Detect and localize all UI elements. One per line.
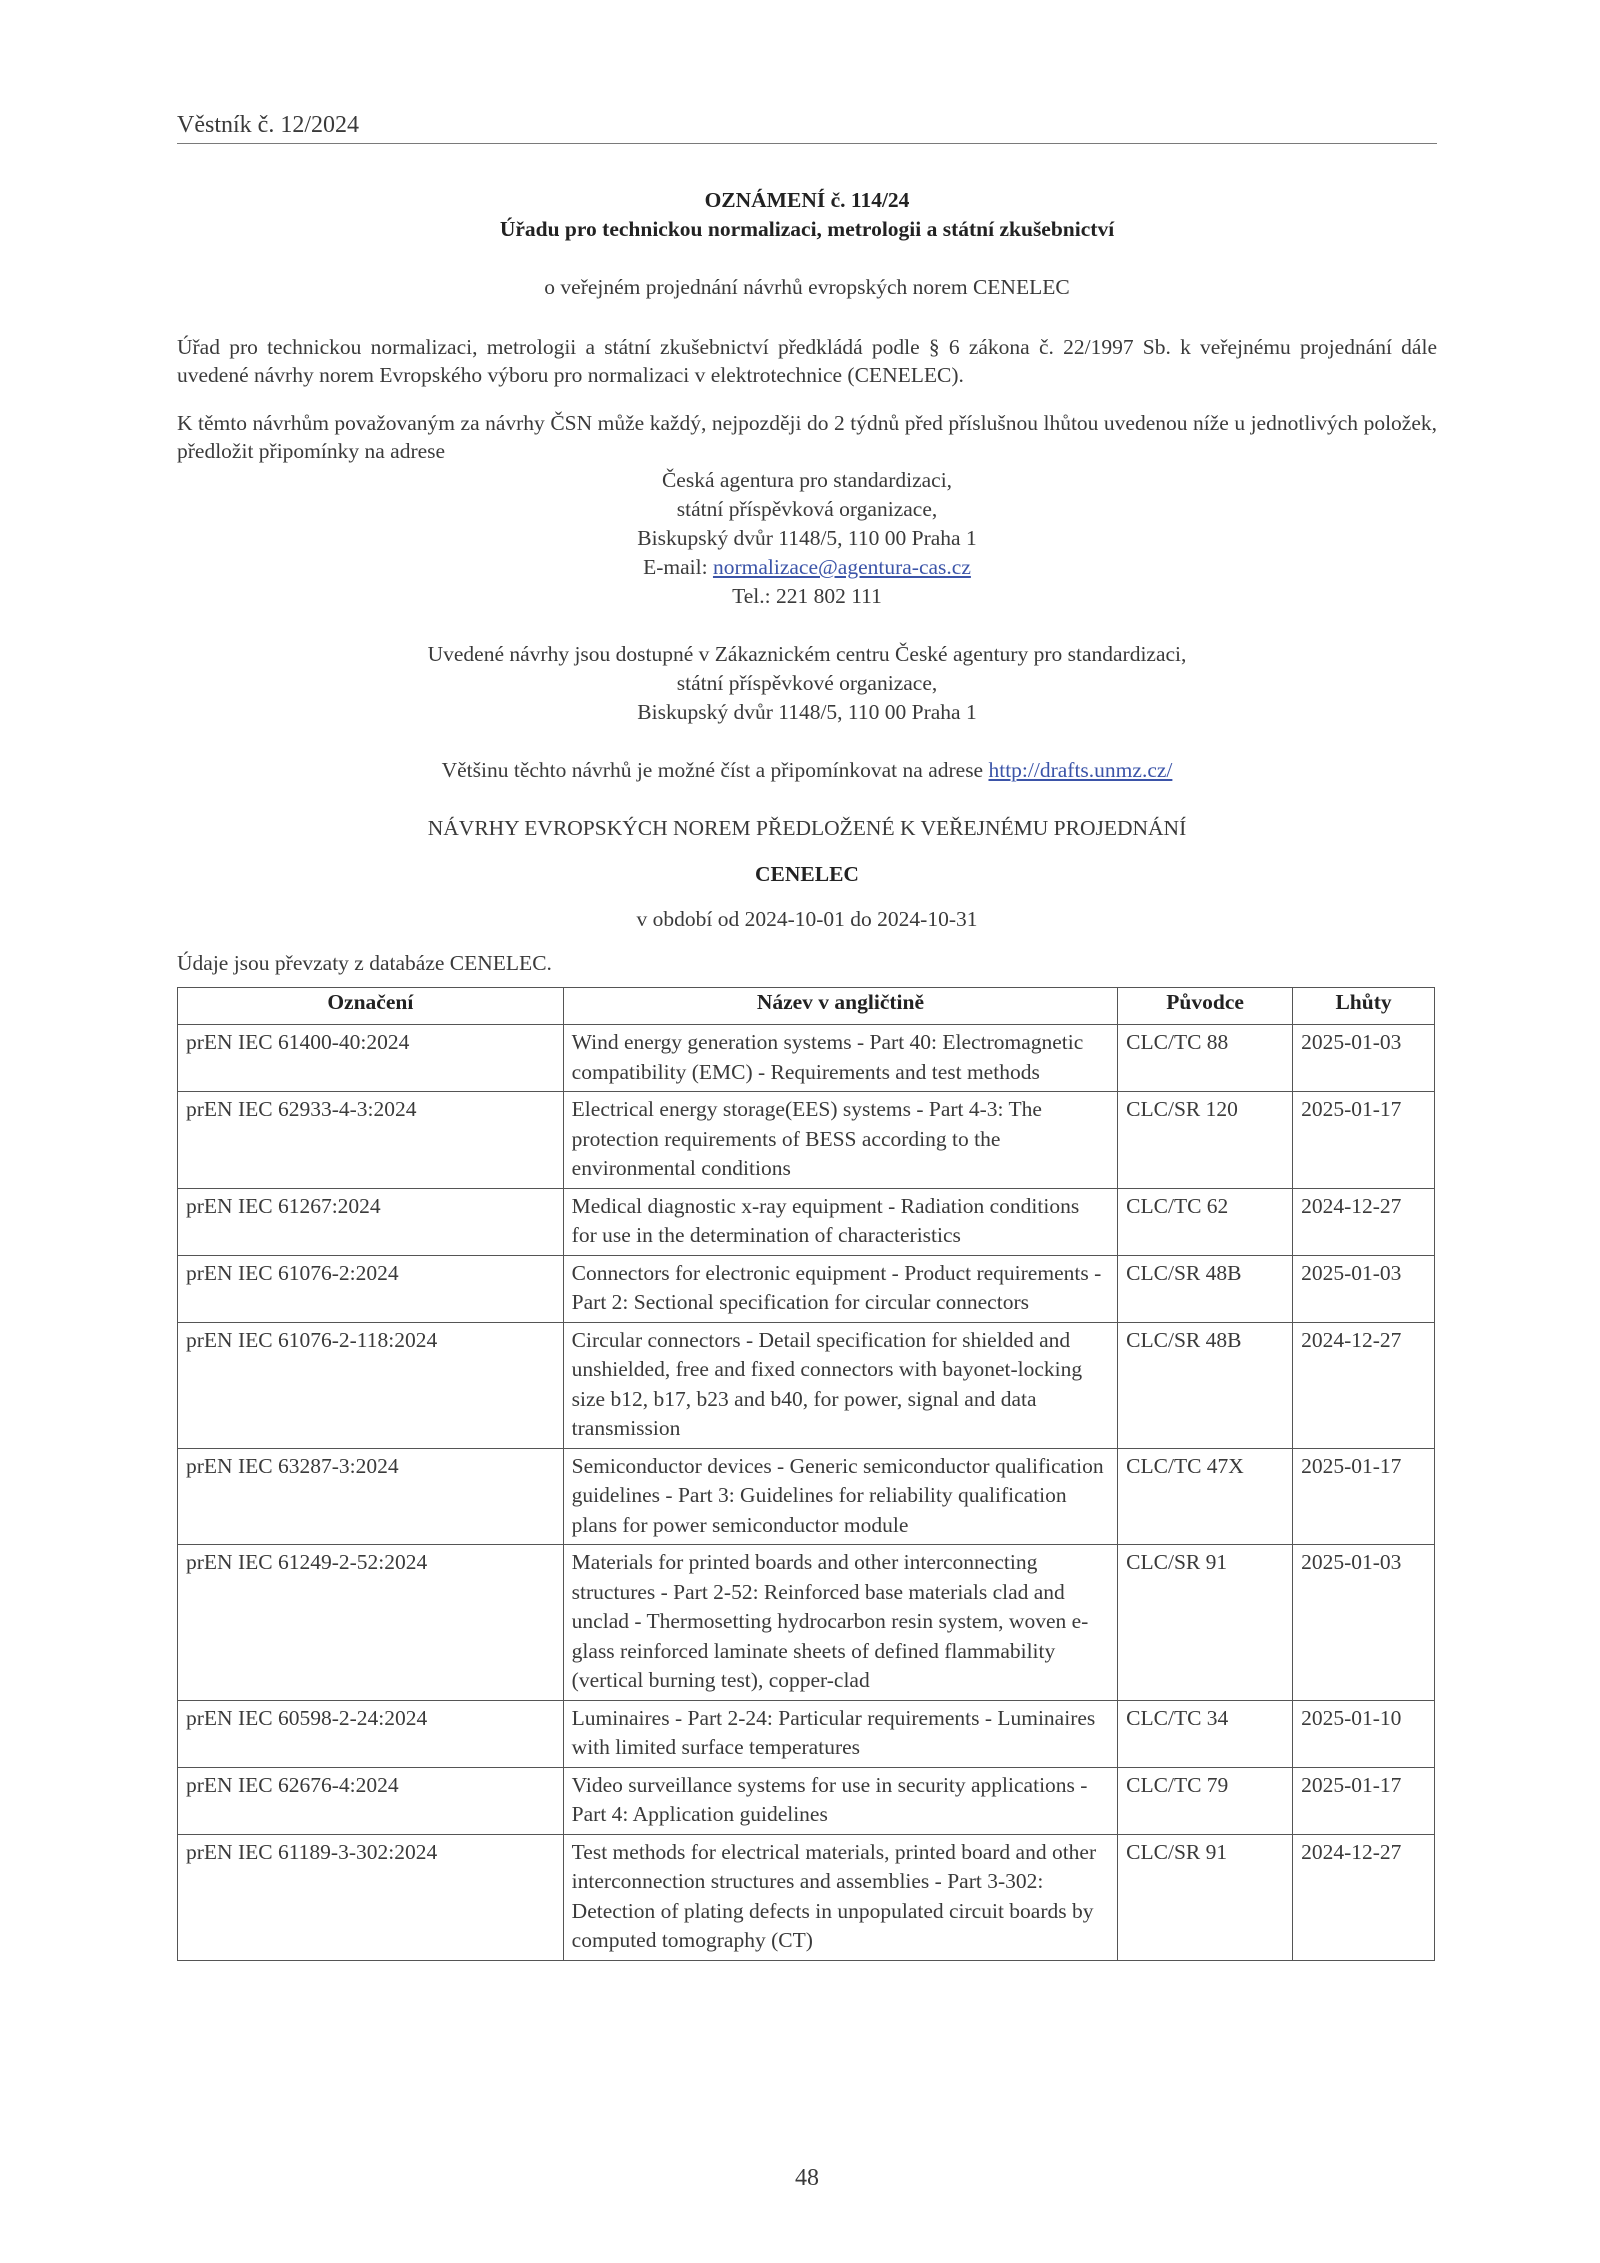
drafts-text: Většinu těchto návrhů je možné číst a připomínkovat na adrese [441,758,989,782]
cell-english-title: Wind energy generation systems - Part 40: Electromagnetic compatibility (EMC) - Requirements and test methods [563,1025,1118,1092]
cell-designation: prEN IEC 61267:2024 [178,1188,564,1255]
header-english-title: Název v angličtině [563,988,1118,1025]
cell-deadline: 2025-01-17 [1293,1448,1435,1545]
table-row [178,1188,1435,1255]
cell-deadline: 2024-12-27 [1293,1834,1435,1960]
cell-english-title: Materials for printed boards and other interconnecting structures - Part 2-52: Reinforced base materials clad and unclad - Thermosetting hydrocarbon resin system, woven e-glass reinforced laminate sheets of defined flammability (vertical burning test), copper-clad [563,1545,1118,1701]
cell-originator: CLC/TC 34 [1118,1700,1293,1767]
address-tel: Tel.: 221 802 111 [732,584,882,608]
address-line-3: Biskupský dvůr 1148/5, 110 00 Praha 1 [637,526,977,550]
availability-line-3: Biskupský dvůr 1148/5, 110 00 Praha 1 [637,700,977,724]
header-designation: Označení [178,988,564,1025]
journal-header: Věstník č. 12/2024 [177,112,1437,144]
cell-deadline: 2025-01-17 [1293,1767,1435,1834]
cell-originator: CLC/SR 91 [1118,1545,1293,1701]
cell-designation: prEN IEC 63287-3:2024 [178,1448,564,1545]
cell-originator: CLC/TC 79 [1118,1767,1293,1834]
cell-originator: CLC/SR 48B [1118,1322,1293,1448]
cell-designation: prEN IEC 61400-40:2024 [178,1025,564,1092]
notice-office: Úřadu pro technickou normalizaci, metrologii a státní zkušebnictví [499,217,1115,241]
cell-originator: CLC/SR 48B [1118,1255,1293,1322]
notice-number: OZNÁMENÍ č. 114/24 [704,188,910,212]
page-number: 48 [795,2165,819,2191]
header-deadline: Lhůty [1293,988,1435,1025]
cell-originator: CLC/SR 120 [1118,1092,1293,1189]
cell-english-title: Video surveillance systems for use in security applications - Part 4: Application guidelines [563,1767,1118,1834]
table-header-row [178,988,1435,1025]
table-row [178,1834,1435,1960]
cell-english-title: Connectors for electronic equipment - Product requirements - Part 2: Sectional specification for circular connectors [563,1255,1118,1322]
notice-subject: o veřejném projednání návrhů evropských norem CENELEC [544,275,1070,299]
section-title: NÁVRHY EVROPSKÝCH NOREM PŘEDLOŽENÉ K VEŘEJNÉMU PROJEDNÁNÍ [427,816,1187,840]
availability-line-1: Uvedené návrhy jsou dostupné v Zákaznickém centru České agentury pro standardizaci, [427,642,1187,666]
cell-originator: CLC/SR 91 [1118,1834,1293,1960]
availability-line-2: státní příspěvkové organizace, [676,671,938,695]
address-email-line [177,553,1437,582]
intro-paragraph: Úřad pro technickou normalizaci, metrologii a státní zkušebnictví předkládá podle § 6 zákona č. 22/1997 Sb. k veřejnému projednání dále uvedené návrhy norem Evropského výboru pro normalizaci v elektrotechnice (CENELEC). [177,335,1437,387]
cell-designation: prEN IEC 61076-2:2024 [178,1255,564,1322]
table-row [178,1545,1435,1701]
address-line-1: Česká agentura pro standardizaci, [661,468,953,492]
drafts-table [177,987,1435,1961]
address-line-2: státní příspěvková organizace, [676,497,938,521]
cell-english-title: Luminaires - Part 2-24: Particular requirements - Luminaires with limited surface temperatures [563,1700,1118,1767]
cell-designation: prEN IEC 62933-4-3:2024 [178,1092,564,1189]
cell-deadline: 2025-01-03 [1293,1545,1435,1701]
cell-english-title: Medical diagnostic x-ray equipment - Radiation conditions for use in the determination of characteristics [563,1188,1118,1255]
cell-designation: prEN IEC 61076-2-118:2024 [178,1322,564,1448]
cell-deadline: 2024-12-27 [1293,1188,1435,1255]
table-row [178,1700,1435,1767]
drafts-link[interactable]: http://drafts.unmz.cz/ [988,758,1173,782]
section-org: CENELEC [755,862,859,886]
cell-originator: CLC/TC 47X [1118,1448,1293,1545]
cell-designation: prEN IEC 62676-4:2024 [178,1767,564,1834]
cell-originator: CLC/TC 62 [1118,1188,1293,1255]
drafts-line [177,756,1437,785]
cell-english-title: Circular connectors - Detail specification for shielded and unshielded, free and fixed connectors with bayonet-locking size b12, b17, b23 and b40, for power, signal and data transmission [563,1322,1118,1448]
cell-originator: CLC/TC 88 [1118,1025,1293,1092]
table-row [178,1322,1435,1448]
cell-deadline: 2024-12-27 [1293,1322,1435,1448]
cell-english-title: Semiconductor devices - Generic semiconductor qualification guidelines - Part 3: Guidelines for reliability qualification plans for power semiconductor module [563,1448,1118,1545]
table-row [178,1092,1435,1189]
comments-paragraph: K těmto návrhům považovaným za návrhy ČSN může každý, nejpozději do 2 týdnů před příslušnou lhůtou uvedenou níže u jednotlivých položek, předložit připomínky na adrese [177,411,1437,463]
source-note: Údaje jsou převzaty z databáze CENELEC. [177,951,552,975]
table-row [178,1448,1435,1545]
cell-deadline: 2025-01-17 [1293,1092,1435,1189]
cell-deadline: 2025-01-03 [1293,1025,1435,1092]
header-originator: Původce [1118,988,1293,1025]
cell-designation: prEN IEC 60598-2-24:2024 [178,1700,564,1767]
table-row [178,1025,1435,1092]
cell-english-title: Test methods for electrical materials, printed board and other interconnection structures and assemblies - Part 3-302: Detection of plating defects in unpopulated circuit boards by computed tomography (CT) [563,1834,1118,1960]
cell-deadline: 2025-01-03 [1293,1255,1435,1322]
email-label: E-mail: [643,555,713,579]
cell-designation: prEN IEC 61249-2-52:2024 [178,1545,564,1701]
table-row [178,1767,1435,1834]
cell-designation: prEN IEC 61189-3-302:2024 [178,1834,564,1960]
table-row [178,1255,1435,1322]
email-link[interactable]: normalizace@agentura-cas.cz [712,555,971,579]
cell-deadline: 2025-01-10 [1293,1700,1435,1767]
section-period: v období od 2024-10-01 do 2024-10-31 [636,907,978,931]
cell-english-title: Electrical energy storage(EES) systems - Part 4-3: The protection requirements of BESS according to the environmental conditions [563,1092,1118,1189]
